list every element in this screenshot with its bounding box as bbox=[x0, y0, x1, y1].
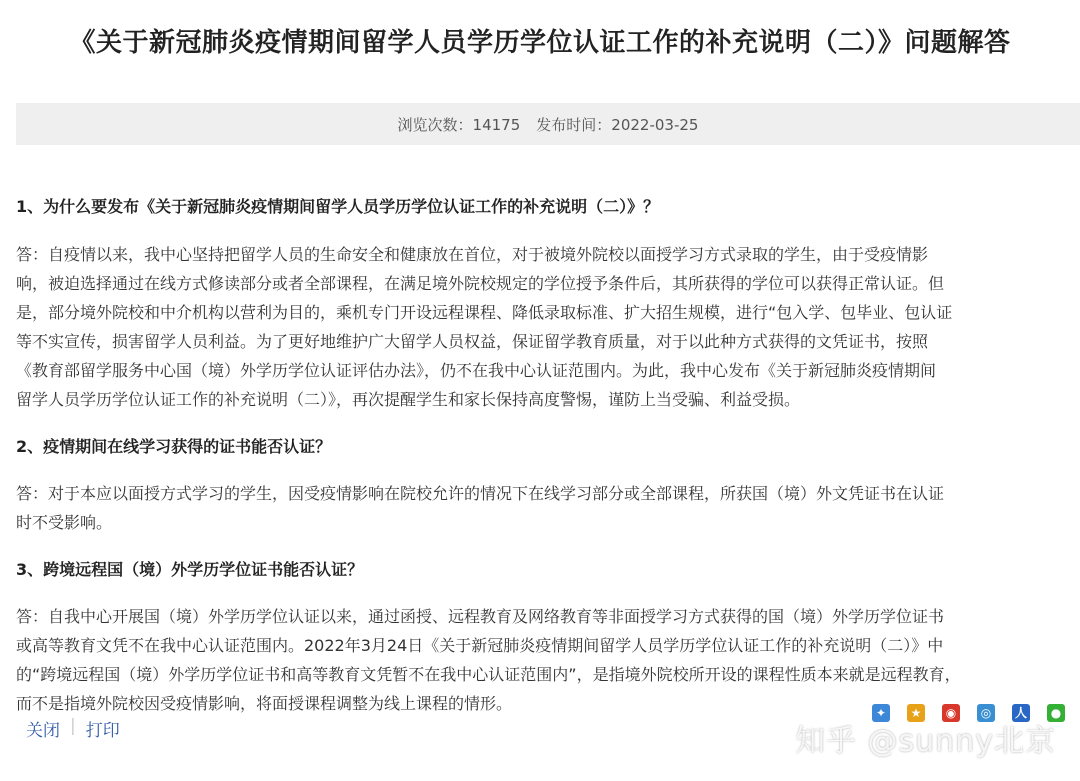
publish-date: 2022-03-25 bbox=[611, 115, 699, 134]
date-label: 发布时间： bbox=[536, 115, 612, 134]
answer-line: 响，被迫选择通过在线方式修读部分或者全部课程，在满足境外院校规定的学位授予条件后，其所获得的学位可以获得正常认证。但 bbox=[16, 274, 945, 293]
answer-line: 或高等教育文凭不在我中心认证范围内。2022年3月24日《关于新冠肺炎疫情期间留学人员学历学位认证工作的补充说明（二）》中 bbox=[16, 636, 944, 655]
answer-2 bbox=[16, 479, 1080, 537]
watermark: 知乎 @sunny北京 bbox=[795, 724, 1056, 759]
answer-line: 《教育部留学服务中心国（境）外学历学位认证评估办法》，仍不在我中心认证范围内。为此，我中心发布《关于新冠肺炎疫情期间 bbox=[16, 361, 937, 380]
date-info bbox=[536, 114, 698, 135]
share-qzone-icon[interactable]: ✦ bbox=[872, 704, 890, 722]
answer-line: 答：对于本应以面授方式学习的学生，因受疫情影响在院校允许的情况下在线学习部分或全部课程，所获国（境）外文凭证书在认证 bbox=[16, 484, 945, 503]
share-tencent-icon[interactable]: ◎ bbox=[977, 704, 995, 722]
answer-1 bbox=[16, 240, 1080, 414]
answer-line: 是，部分境外院校和中介机构以营利为目的，乘机专门开设远程课程、降低录取标准、扩大招生规模，进行“包入学、包毕业、包认证 bbox=[16, 303, 953, 322]
answer-3 bbox=[16, 602, 1080, 718]
footer-links bbox=[26, 716, 120, 741]
views-count: 14175 bbox=[472, 115, 521, 134]
share-pengyou-icon[interactable]: ★ bbox=[907, 704, 925, 722]
share-renren-icon[interactable]: 人 bbox=[1012, 704, 1030, 722]
page-title: 《关于新冠肺炎疫情期间留学人员学历学位认证工作的补充说明（二）》问题解答 bbox=[69, 28, 1011, 58]
close-link[interactable]: 关闭 bbox=[26, 721, 60, 741]
meta-bar bbox=[16, 103, 1080, 145]
share-wechat-icon[interactable]: ● bbox=[1047, 704, 1065, 722]
views-info bbox=[398, 114, 521, 135]
share-weibo-icon[interactable]: ◉ bbox=[942, 704, 960, 722]
answer-line: 答：自我中心开展国（境）外学历学位认证以来，通过函授、远程教育及网络教育等非面授学习方式获得的国（境）外学历学位证书 bbox=[16, 607, 945, 626]
answer-line: 时不受影响。 bbox=[16, 513, 113, 532]
article-body bbox=[16, 192, 1080, 718]
question-2: 2、疫情期间在线学习获得的证书能否认证？ bbox=[16, 437, 332, 456]
answer-line: 等不实宣传，损害留学人员利益。为了更好地维护广大留学人员权益，保证留学教育质量，对于以此种方式获得的文凭证书，按照 bbox=[16, 332, 929, 351]
views-label: 浏览次数： bbox=[397, 115, 473, 134]
link-divider: | bbox=[70, 716, 76, 736]
answer-line: 答：自疫情以来，我中心坚持把留学人员的生命安全和健康放在首位，对于被境外院校以面授学习方式录取的学生，由于受疫情影 bbox=[16, 245, 929, 264]
answer-line: 的“跨境远程国（境）外学历学位证书和高等教育文凭暂不在我中心认证范围内”，是指境外院校所开设的课程性质本来就是远程教育， bbox=[16, 665, 961, 684]
answer-line: 而不是指境外院校因受疫情影响，将面授课程调整为线上课程的情形。 bbox=[16, 694, 513, 713]
question-1: 1、为什么要发布《关于新冠肺炎疫情期间留学人员学历学位认证工作的补充说明（二）》？ bbox=[16, 197, 660, 216]
question-3: 3、跨境远程国（境）外学历学位证书能否认证？ bbox=[16, 560, 364, 579]
answer-line: 留学人员学历学位认证工作的补充说明（二）》，再次提醒学生和家长保持高度警惕，谨防上当受骗、利益受损。 bbox=[16, 390, 801, 409]
print-link[interactable]: 打印 bbox=[85, 721, 120, 741]
